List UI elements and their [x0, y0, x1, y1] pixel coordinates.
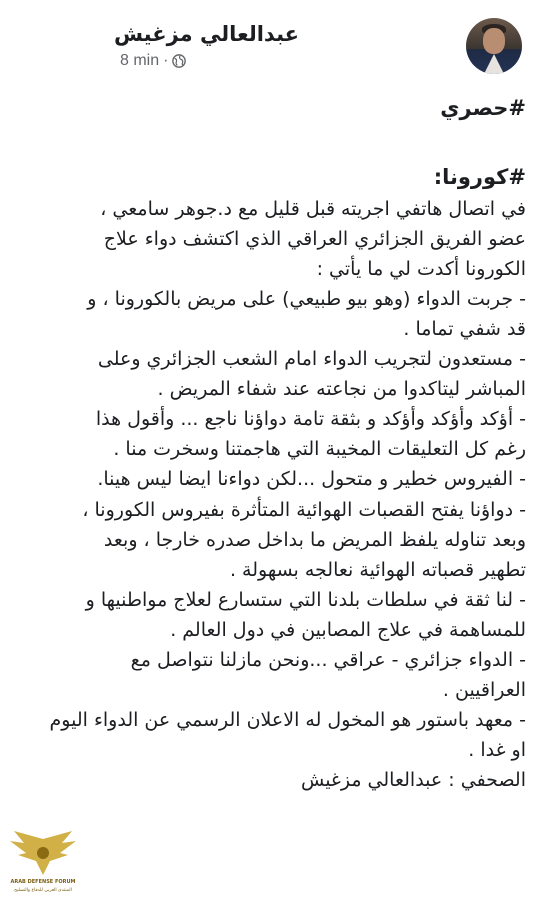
body-line: الصحفي : عبدالعالي مزغيش [300, 768, 526, 791]
avatar-shirt [484, 54, 504, 74]
hashtag-corona[interactable]: #كورونا: [433, 165, 526, 190]
body-line: - الفيروس خطير و متحول ...لكن دواءنا ايضا ليس هينا. [97, 468, 526, 491]
body-line: - جربت الدواء (وهو بيو طبيعي) على مريض بالكورونا ، و [87, 288, 526, 311]
watermark-subtext: المنتدى العربي للدفاع والتسليح [14, 888, 72, 893]
globe-icon[interactable] [172, 54, 186, 68]
post-time[interactable]: 8 min [120, 52, 160, 69]
author-name[interactable]: عبدالعالي مزغيش [114, 22, 299, 46]
separator-dot: · [163, 52, 169, 69]
post-meta [18, 14, 466, 70]
body-line: للمساهمة في علاج المصابين في دول العالم . [170, 618, 526, 641]
watermark-text: ARAB DEFENSE FORUM [10, 879, 76, 885]
body-line: - أؤكد وأؤكد وأؤكد و بثقة تامة دواؤنا ناجع ... وأقول هذا [95, 408, 526, 431]
hashtag-exclusive[interactable]: #حصري [440, 96, 526, 120]
avatar-face [483, 28, 505, 54]
body-line: - معهد باستور هو المخول له الاعلان الرسمي عن الدواء اليوم [49, 708, 526, 731]
body-line: قد شفي تماما . [403, 318, 526, 341]
body-line: او غدا . [468, 738, 526, 761]
body-line: - الدواء جزائري - عراقي ...ونحن مازلنا نتواصل مع [130, 648, 526, 671]
body-line: تطهير قصباته الهوائية نعالجه بسهولة . [229, 558, 526, 581]
post-header [0, 0, 540, 86]
body-line: عضو الفريق الجزائري العراقي الذي اكتشف دواء علاج [103, 228, 526, 251]
body-line: - دواؤنا يفتح القصبات الهوائية المتأثرة بفيروس الكورونا ، [82, 498, 526, 521]
body-line: وبعد تناوله يلفظ المريض ما بداخل صدره خارجا ، وبعد [103, 528, 526, 551]
body-line: العراقيين . [442, 678, 526, 701]
body-line: المباشر ليتاكدوا من نجاعته عند شفاء المريض . [157, 378, 526, 401]
body-line: الكورونا أكدت لي ما يأتي : [316, 258, 526, 281]
post-body [14, 92, 526, 795]
avatar[interactable] [466, 18, 522, 74]
arab-defense-forum-eagle-icon [6, 829, 80, 895]
body-line: - مستعدون لتجريب الدواء امام الشعب الجزائري وعلى [97, 348, 526, 371]
body-line: - لنا ثقة في سلطات بلدنا التي ستسارع لعلاج مواطنيها و [85, 588, 526, 611]
paragraph-spacer [14, 125, 526, 161]
body-line: في اتصال هاتفي اجريته قبل قليل مع د.جوهر سامعي ، [100, 198, 526, 221]
body-line: رغم كل التعليقات المخيبة التي هاجمتنا وسخرت منا . [113, 438, 526, 461]
post-time-row [120, 52, 186, 70]
